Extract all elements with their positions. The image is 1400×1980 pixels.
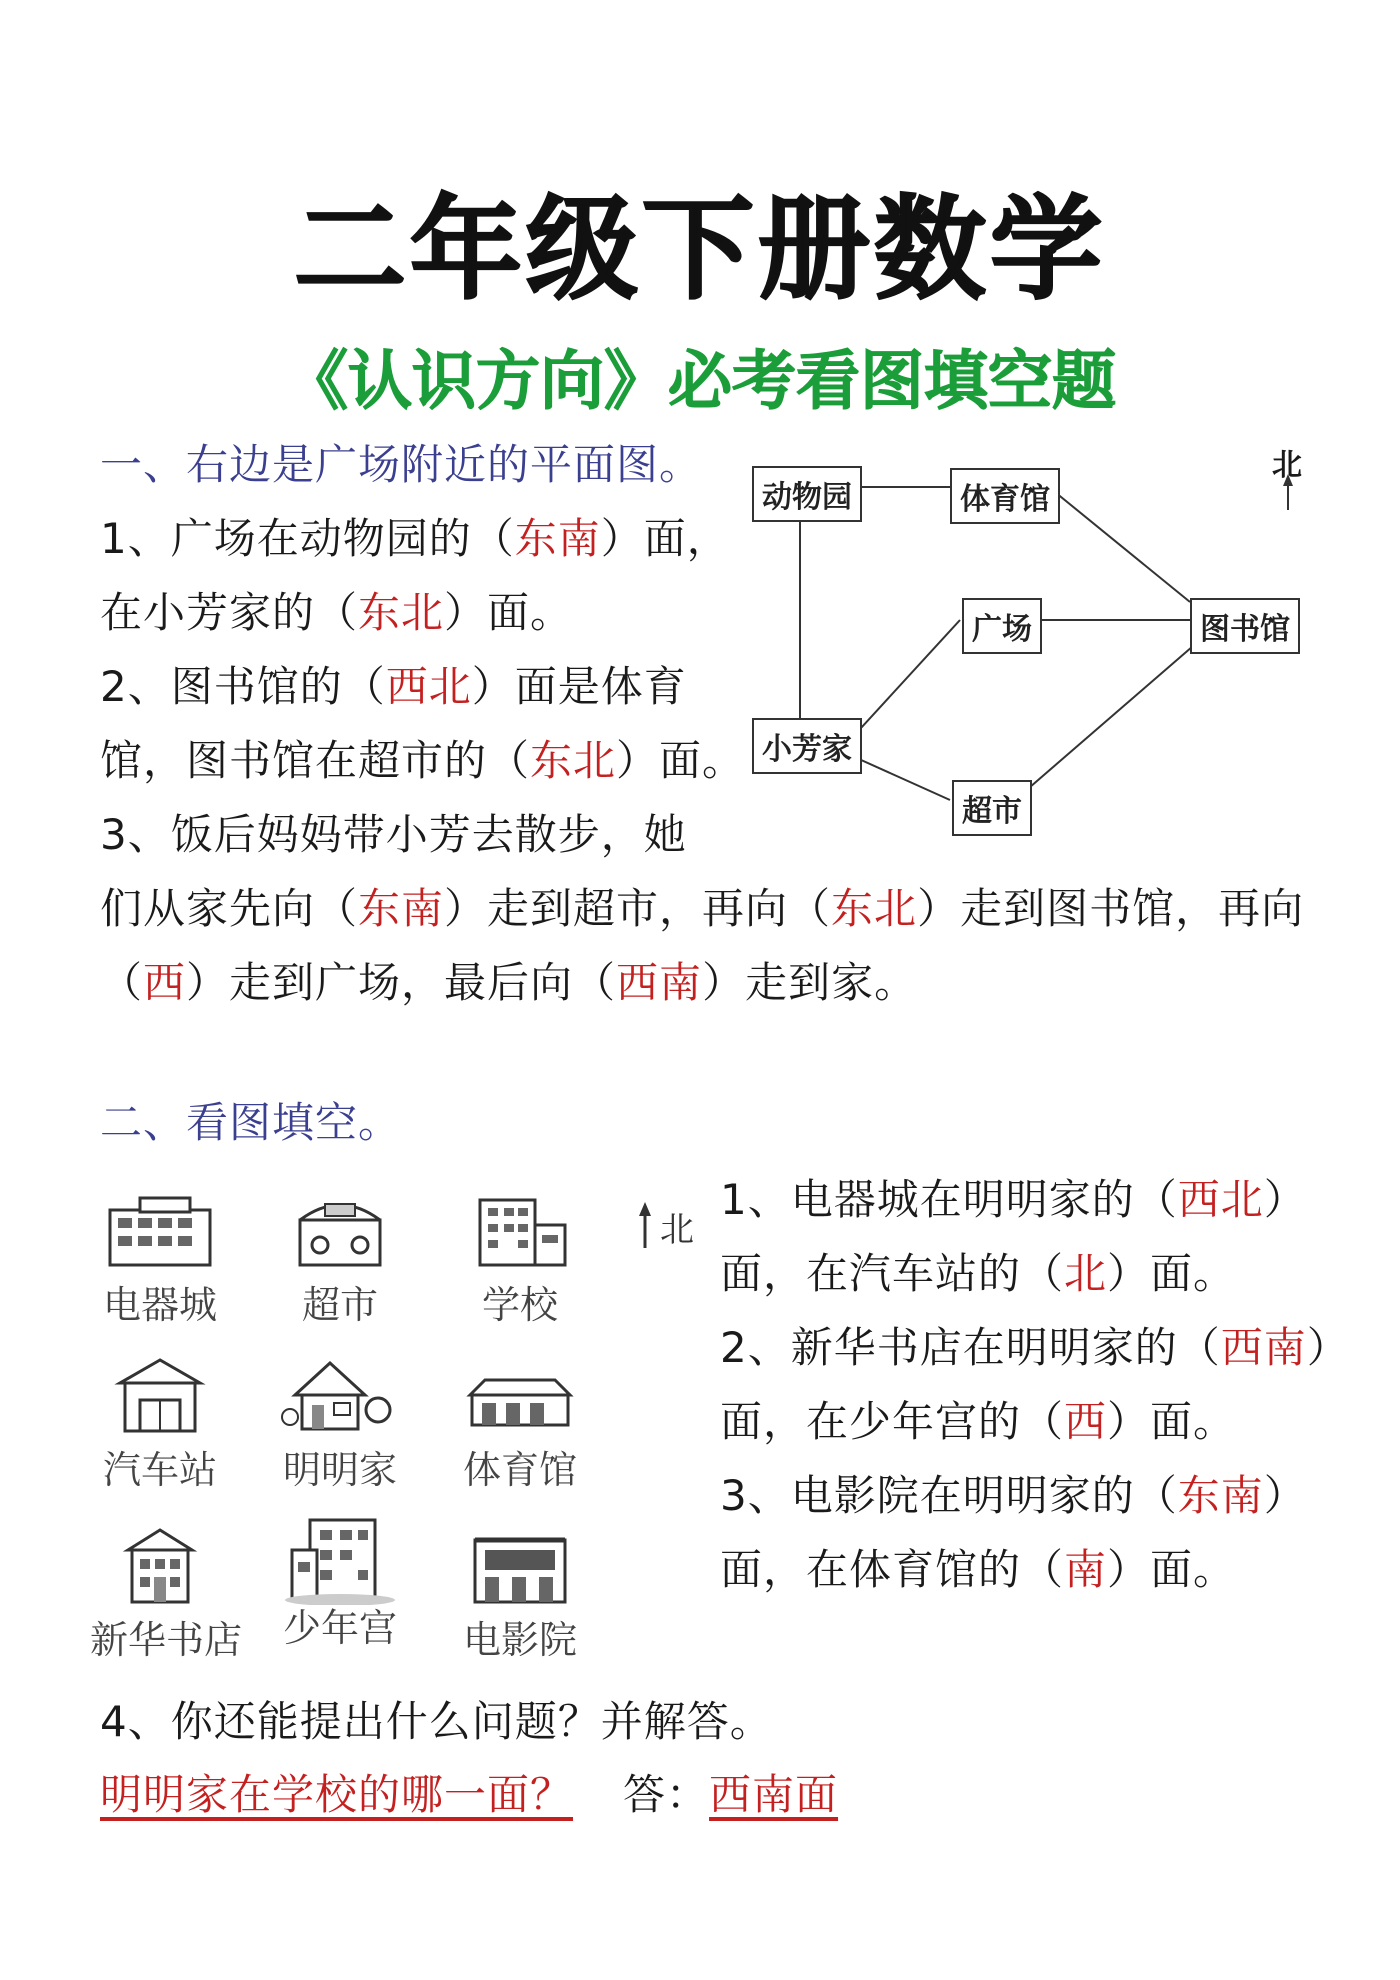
section2-q1a: 1、电器城在明明家的（西北） (720, 1175, 1307, 1224)
bookstore-icon (100, 1525, 220, 1605)
page-title: 二年级下册数学 (294, 185, 1106, 315)
bus-station-icon (100, 1355, 220, 1435)
answer: 西北 (385, 662, 472, 711)
section1-q3b: 们从家先向（东南）走到超市，再向（东北）走到图书馆，再向 (100, 884, 1305, 933)
icon-label: 学校 (481, 1283, 558, 1327)
grid-north-arrow-icon (635, 1200, 655, 1250)
map-node-market: 超市 (952, 780, 1032, 836)
section1-q1a: 1、广场在动物园的（东南）面， (100, 514, 730, 563)
section2-q2b: 面，在少年宫的（西）面。 (720, 1397, 1237, 1446)
cinema-icon (460, 1525, 580, 1605)
q4-answer: 西南面 (709, 1770, 839, 1819)
icon-label: 明明家 (282, 1448, 397, 1492)
answer: 西 (1064, 1397, 1108, 1446)
section1-q3a: 3、饭后妈妈带小芳去散步，她 (100, 810, 687, 859)
section2-q3a: 3、电影院在明明家的（东南） (720, 1471, 1307, 1520)
icon-label: 体育馆 (462, 1448, 577, 1492)
section2-heading: 二、看图填空。 (100, 1098, 402, 1147)
gymnasium-icon (460, 1355, 580, 1435)
answer: 东北 (831, 884, 918, 933)
answer: 北 (1064, 1249, 1108, 1298)
answer: 东北 (530, 736, 617, 785)
section1-q1b: 在小芳家的（东北）面。 (100, 588, 574, 637)
school-icon (460, 1190, 580, 1270)
section2-questions (720, 1163, 1350, 1607)
youth-palace-icon (280, 1510, 400, 1605)
section1-q2a: 2、图书馆的（西北）面是体育 (100, 662, 687, 711)
answer: 西北 (1177, 1175, 1264, 1224)
house-icon (280, 1355, 400, 1435)
icon-cell-school (450, 1190, 590, 1329)
plaza-map (740, 440, 1320, 840)
answer: 东南 (358, 884, 445, 933)
icon-cell-cinema (450, 1525, 590, 1664)
map-node-zoo: 动物园 (752, 466, 862, 522)
answer: 东南 (514, 514, 601, 563)
grid-north-label: 北 (660, 1210, 694, 1250)
icon-label: 电影院 (462, 1618, 577, 1662)
icon-cell-bus-station (90, 1355, 230, 1494)
page-subtitle: 《认识方向》必考看图填空题 (284, 345, 1116, 419)
icon-cell-gym (450, 1355, 590, 1494)
section1-q3c: （西）走到广场，最后向（西南）走到家。 (100, 958, 918, 1007)
icon-label: 新华书店 (90, 1618, 243, 1662)
icon-label: 超市 (301, 1283, 378, 1327)
q4-answer-label: 答： (623, 1770, 710, 1819)
answer: 南 (1064, 1545, 1108, 1594)
icon-cell-market (270, 1190, 410, 1329)
icon-cell-home (270, 1355, 410, 1494)
section2-q4: 4、你还能提出什么问题？并解答。 (100, 1697, 773, 1746)
q4-question: 明明家在学校的哪一面？ (100, 1770, 574, 1819)
section2-q4-answer-row (100, 1758, 838, 1832)
section2-q3b: 面，在体育馆的（南）面。 (720, 1545, 1237, 1594)
icon-grid (90, 1180, 694, 1662)
icon-cell-bookstore (90, 1525, 243, 1664)
answer: 西 (143, 958, 187, 1007)
icon-label: 少年宫 (282, 1606, 397, 1650)
icon-cell-electronics (90, 1190, 230, 1329)
icon-cell-youth-palace (270, 1510, 410, 1652)
answer: 东南 (1177, 1471, 1264, 1520)
icon-label: 电器城 (102, 1283, 217, 1327)
map-node-plaza: 广场 (962, 598, 1042, 654)
icon-label: 汽车站 (102, 1448, 217, 1492)
electronics-mall-icon (100, 1190, 220, 1270)
answer: 西南 (616, 958, 703, 1007)
map-node-library: 图书馆 (1190, 598, 1300, 654)
section1-q2b: 馆，图书馆在超市的（东北）面。 (100, 736, 746, 785)
answer: 东北 (358, 588, 445, 637)
section2-q2a: 2、新华书店在明明家的（西南） (720, 1323, 1350, 1372)
map-node-gym: 体育馆 (950, 468, 1060, 524)
answer: 西南 (1220, 1323, 1307, 1372)
section1-heading: 一、右边是广场附近的平面图。 (100, 440, 703, 489)
map-north-label: 北 (1272, 448, 1302, 483)
map-node-home: 小芳家 (752, 718, 862, 774)
supermarket-icon (280, 1190, 400, 1270)
section2-q1b: 面，在汽车站的（北）面。 (720, 1249, 1237, 1298)
